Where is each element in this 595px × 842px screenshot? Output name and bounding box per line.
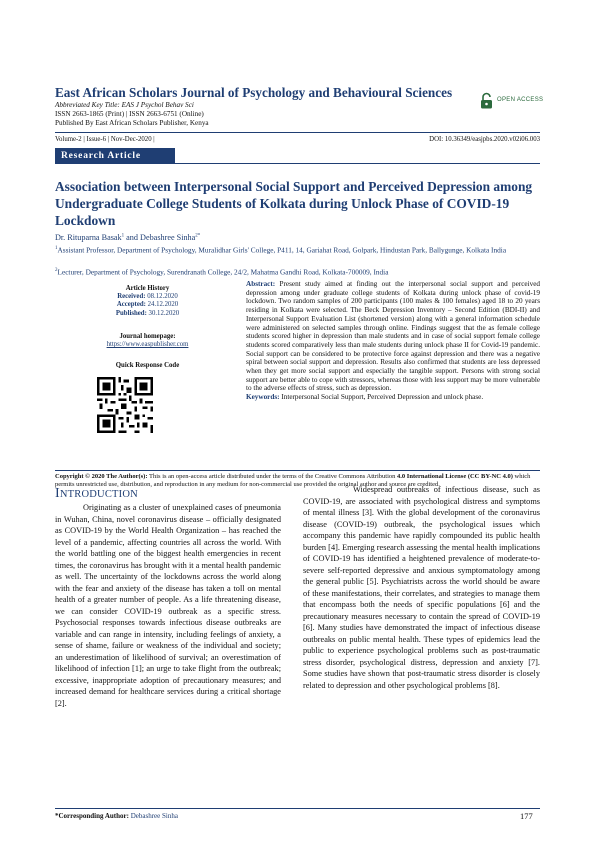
- open-access-badge: [480, 90, 570, 110]
- copyright-text-b: which permits unrestricted use, distribution, and reproduction in any medium for non-commercial use provided the original author and source are credited.: [55, 473, 531, 489]
- affiliation-1: [55, 244, 540, 254]
- qr-label: Quick Response Code: [115, 362, 180, 370]
- published-row: [55, 310, 240, 318]
- volume-info: Volume-2 | Issue-6 | Nov-Dec-2020 |: [55, 136, 155, 143]
- copyright-text-a: This is an open-access article distributed under the terms of the Creative Commons Attribution: [147, 473, 398, 480]
- affiliation-2: [55, 266, 540, 276]
- journal-publisher: Published By East African Scholars Publisher, Kenya: [55, 119, 209, 127]
- open-lock-icon: [480, 92, 493, 109]
- copyright-label: Copyright © 2020 The Author(s):: [55, 473, 148, 480]
- corresponding-author: [55, 812, 178, 820]
- affiliation-2-sup: 2: [55, 268, 58, 273]
- license-name: 4.0 International License (CC BY-NC 4.0): [397, 473, 513, 480]
- history-heading: Article History: [125, 285, 170, 292]
- author-1-sup: 1: [121, 233, 125, 239]
- keywords-line: [246, 393, 540, 402]
- received-date: 08.12.2020: [147, 293, 178, 301]
- accepted-date: 24.12.2020: [147, 301, 179, 309]
- author-1: Dr. Rituparna Basak: [55, 233, 122, 242]
- affiliation-1-sup: 1: [55, 246, 58, 251]
- banner-rule: [175, 163, 540, 164]
- heading-initial: I: [55, 486, 60, 501]
- published-date: 30.12.2020: [148, 309, 180, 317]
- keywords-label: Keywords:: [246, 393, 280, 402]
- received-label: Received:: [117, 293, 146, 301]
- qr-code-icon: [97, 377, 153, 433]
- abstract-text: Present study aimed at finding out the interpersonal social support and perceived depression among under graduate college students of Kolkata during unlock phase of covid-19 lockdown. Two random samples of 200 participants (100 males & 100 females) aged 18 to 20 years residing in Kolkata were selected. The Beck Depression Inventory – Second Edition (BDI-II) and Interpersonal Support Evaluation List (shortened version) along with a general information schedule were administered on selected samples through online. Findings suggest that the as female college students scored higher in depression than male students and in case of social support female college students scored comparatively less than male students during unlock phase II for Covid-19 pandemic. Social support can be considered to be protective force against depression and there was a negative spiral between social support and depression. Results also confirmed that students are less depressed when they get more social support and especially the tangible support. Persons with strong social support are better able to cope with stressors, whereas those with less support may be more vulnerable to the adverse effects of stress, such as depression.: [246, 280, 541, 393]
- journal-issn: ISSN 2663-1865 (Print) | ISSN 2663-6751 (Online): [55, 110, 204, 118]
- author-2: and Debashree Sinha: [124, 233, 196, 242]
- section-heading-introduction: [55, 486, 138, 502]
- abstract-rule: [55, 470, 540, 471]
- keywords-text: Interpersonal Social Support, Perceived Depression and unlock phase.: [279, 393, 484, 402]
- abstract-label: Abstract:: [246, 280, 276, 288]
- paper-title: Association between Interpersonal Social Support and Perceived Depression among Undergraduate College Students of Kolkata during Unlock Phase of COVID-19 Lockdown: [55, 179, 533, 228]
- intro-column-2: Widespread outbreaks of infectious disease, such as COVID-19, are associated with psychological distress and symptoms of mental illness [3]. With the global development of the coronavirus disease (COVID-19) outbreak, the psychological issues which accompany this pandemic have rapidly compounded its public health burden [4]. Emerging research assessing the mental health implications of COVID-19 has identified a heightened prevalence of moderate-to-severe self-reported depressive and anxious symptomatology among the general public [5]. Psychiatrists across the world should be aware of these manifestations, their correlates, and strategies to manage them that encompass both the needs of specific populations [6] and the precautionary measures necessary to contain the spread of COVID-19 [6]. Many studies have demonstrated the impact of infectious disease outbreaks on public mental health. These types of epidemics lead the public to experience psychological problems such as post-traumatic stress disorder, psychological distress, depression and anxiety [7]. Some studies have shown that post-traumatic stress disorder is closely related to depression and other psychological problems [8].: [303, 485, 540, 690]
- corresponding-label: *Corresponding Author:: [55, 812, 129, 820]
- accepted-row: [55, 301, 240, 309]
- journal-abbrev: Abbreviated Key Title: EAS J Psychol Behav Sci: [55, 101, 194, 109]
- intro-column-1: Originating as a cluster of unexplained cases of pneumonia in Wuhan, China, novel coronavirus disease – officially designated as COVID-19 by the World Health Organization – has reached the level of a pandemic, affecting countries all across the world. With the world battling one of the biggest health emergencies in recent times, the coronavirus has brought with it a mental health pandemic as well. The uncertainty of the lockdowns across the world along with the fear and anxiety of the disease has taken a toll on mental health of a greater number of people. As a life threatening disease, we can consider COVID-19 outbreak as a specific stress. Psychosocial responses towards infectious disease outbreaks are variable and can range in intensity, including feelings of anxiety, a sense of shame, failure or weakness of the individual and society; an underestimation of likelihood of survival; an overestimation of likelihood of infection [1]; an urge to take flight from the outbreak; excessive, inappropriate adoption of precautionary measures; and increased demand for healthcare services during a critical shortage [2].: [55, 503, 281, 708]
- affiliation-1-text: Assistant Professor, Department of Psychology, Muralidhar Girls' College, P411, 14, Gariahat Road, Golpark, Hindustan Park, Ballygunge, Kolkata India: [57, 245, 507, 255]
- corresponding-name: Debashree Sinha: [128, 812, 178, 820]
- journal-title: East African Scholars Journal of Psychology and Behavioural Sciences: [55, 85, 453, 100]
- homepage-link[interactable]: https://www.easpublisher.com: [106, 341, 189, 349]
- open-access-label: OPEN ACCESS: [497, 97, 544, 103]
- author-line: [55, 233, 200, 242]
- accepted-label: Accepted:: [116, 301, 146, 309]
- heading-rest: NTRODUCTION: [59, 489, 138, 500]
- published-label: Published:: [115, 309, 147, 317]
- article-type-banner: Research Article: [55, 148, 175, 164]
- received-row: [55, 293, 240, 301]
- volume-doi-line: [55, 136, 540, 143]
- header-rule: [55, 132, 540, 133]
- abstract: [246, 280, 540, 402]
- doi-link[interactable]: DOI: 10.36349/easjpbs.2020.v02i06.003: [429, 136, 540, 143]
- affiliation-2-text: Lecturer, Department of Psychology, Surendranath College, 24/2, Mahatma Gandhi Road, Kolkata-700009, India: [57, 267, 389, 277]
- footer-rule: [55, 808, 540, 809]
- homepage-label: Journal homepage:: [119, 332, 176, 340]
- page-number: 177: [520, 811, 533, 821]
- author-2-sup: 2*: [195, 233, 201, 239]
- article-sidebar: [55, 285, 240, 370]
